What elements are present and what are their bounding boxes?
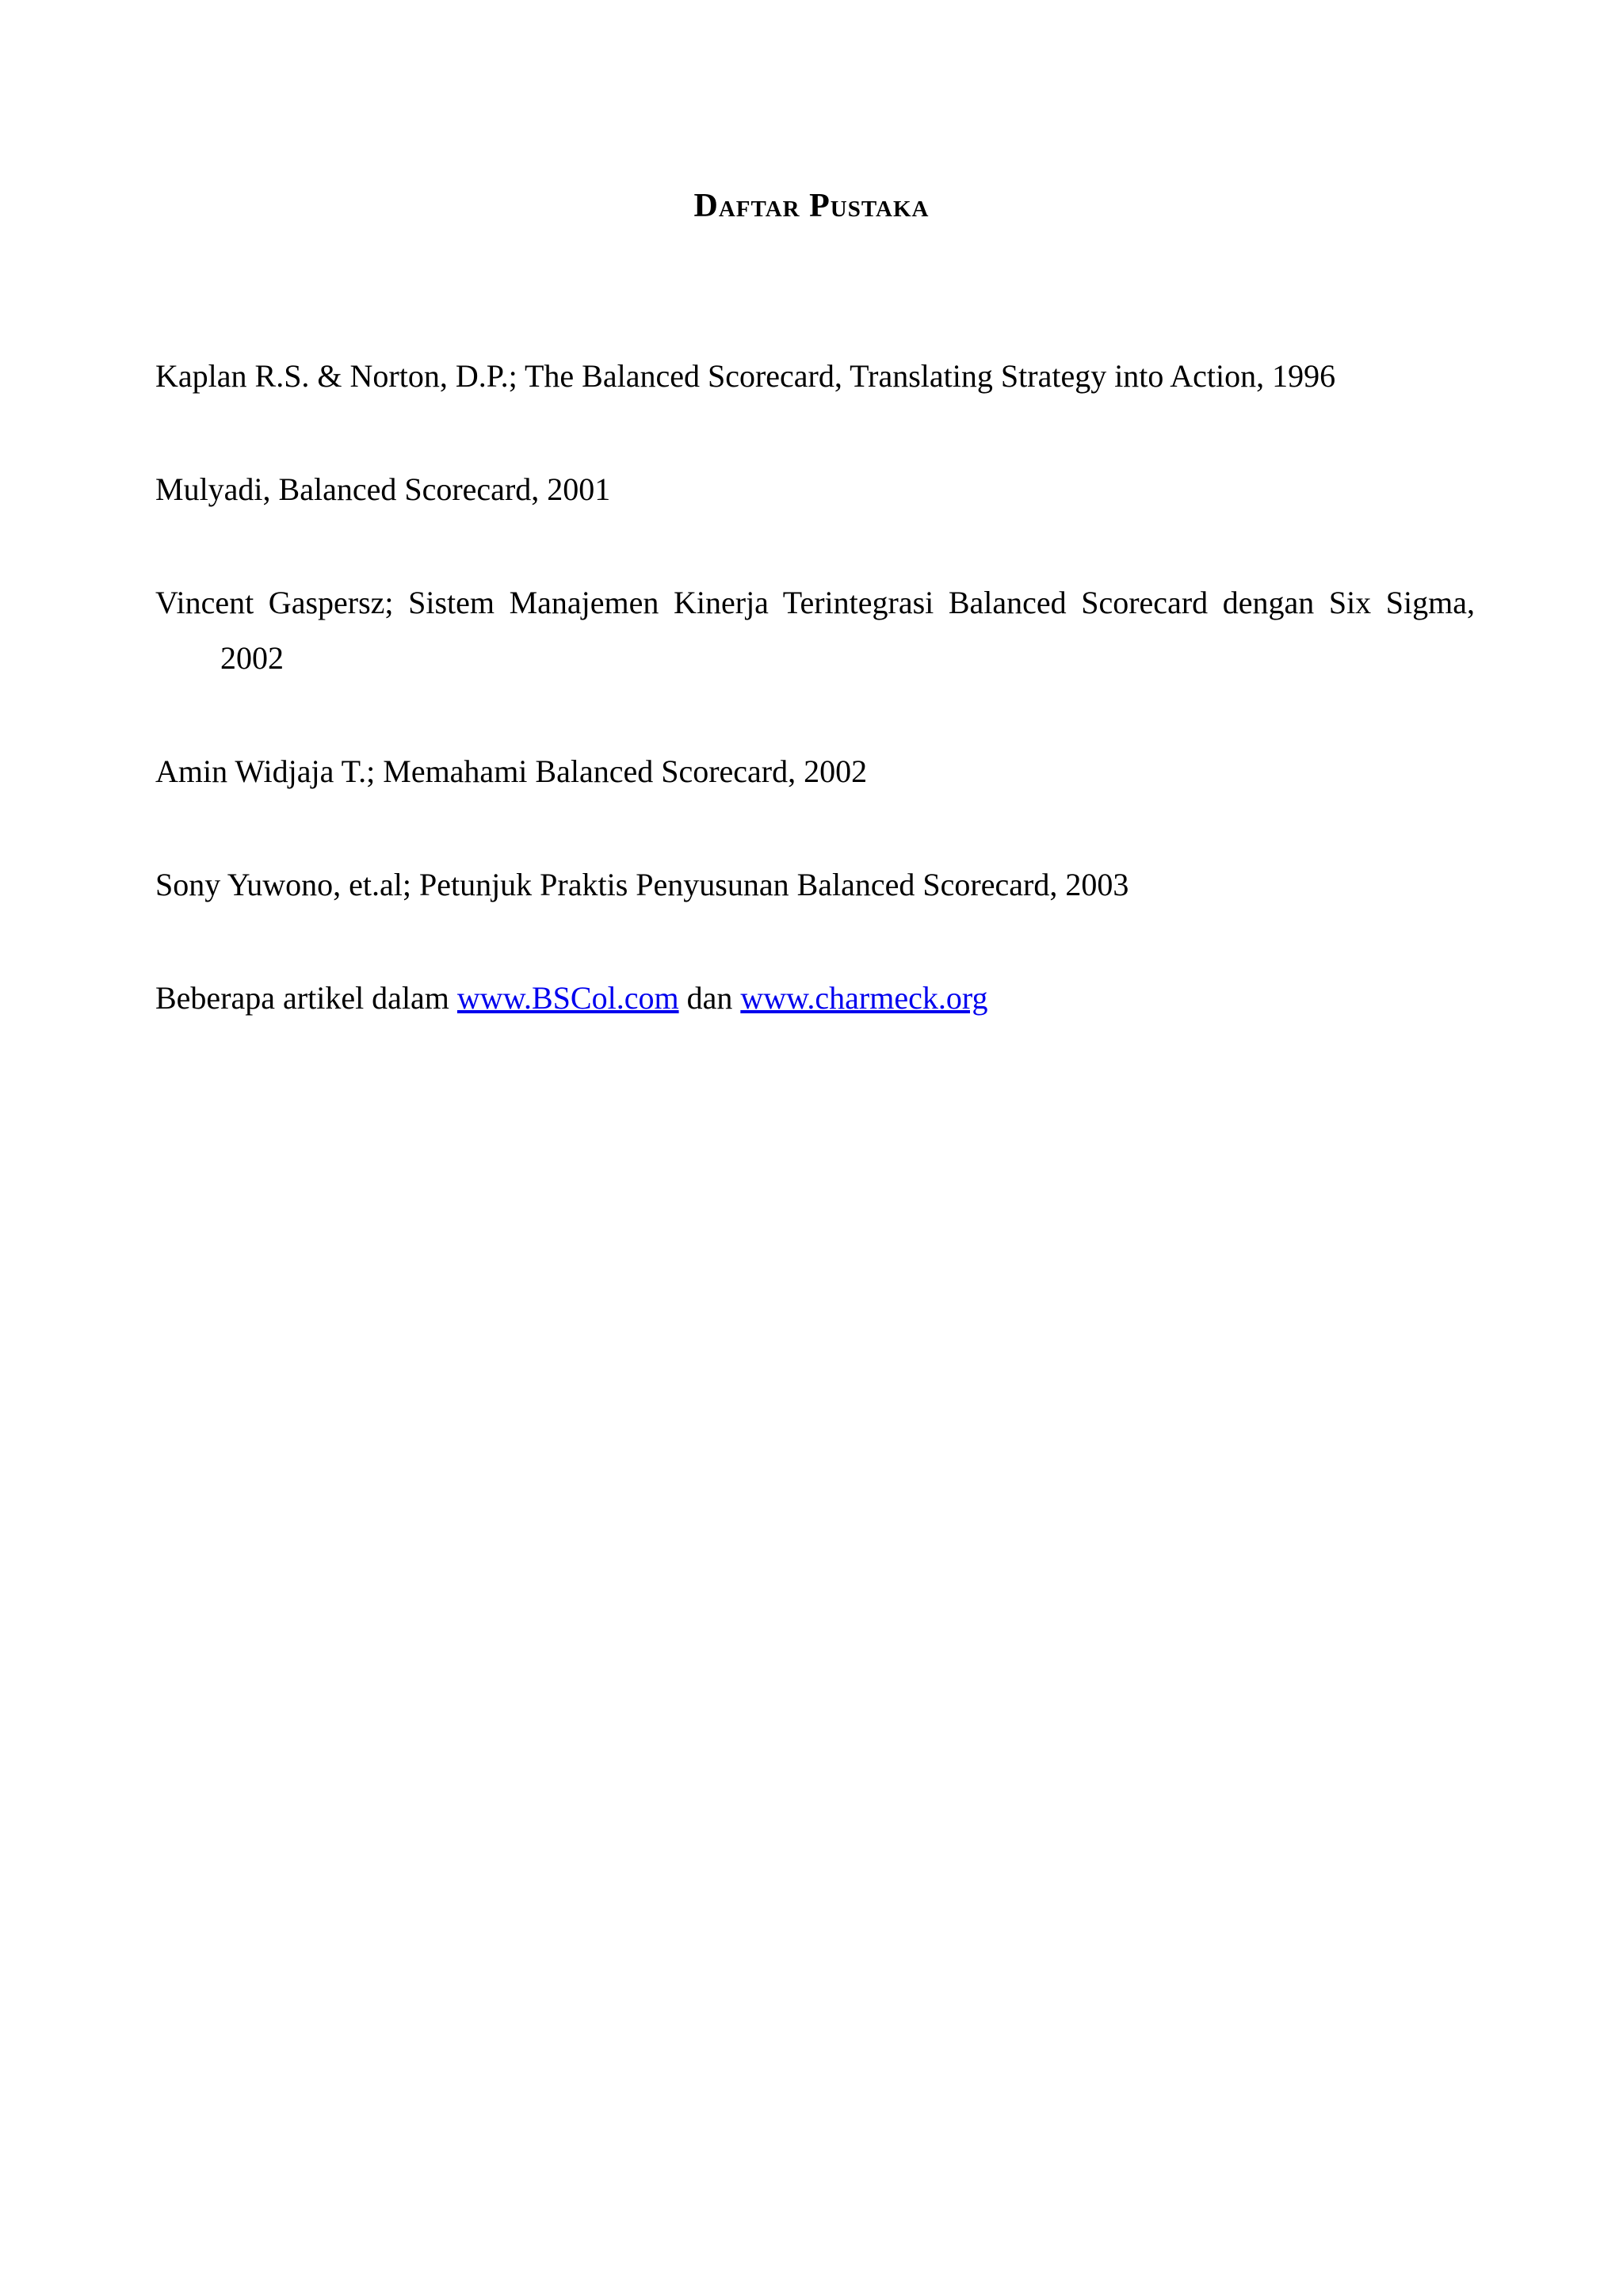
- page-title: Daftar Pustaka: [693, 188, 930, 224]
- reference-item-mulyadi: Mulyadi, Balanced Scorecard, 2001: [155, 471, 611, 507]
- link-bscol[interactable]: www.BSCol.com: [456, 980, 679, 1016]
- reference-list: [155, 349, 1475, 1026]
- articles-prefix: Beberapa artikel dalam: [155, 980, 457, 1016]
- reference-item-widjaja: Amin Widjaja T.; Memahami Balanced Scorecard, 2002: [155, 753, 868, 789]
- reference-item-gaspersz: Vincent Gaspersz; Sistem Manajemen Kinerja Terintegrasi Balanced Scorecard dengan Six Sigma, 2002: [155, 585, 1475, 676]
- reference-item-kaplan: Kaplan R.S. & Norton, D.P.; The Balanced Scorecard, Translating Strategy into Action, 1996: [155, 358, 1336, 394]
- articles-middle: dan: [678, 980, 741, 1016]
- reference-item-articles: [155, 971, 1475, 1026]
- link-charmeck[interactable]: www.charmeck.org: [740, 980, 988, 1016]
- reference-item-yuwono: Sony Yuwono, et.al; Petunjuk Praktis Penyusunan Balanced Scorecard, 2003: [155, 867, 1129, 902]
